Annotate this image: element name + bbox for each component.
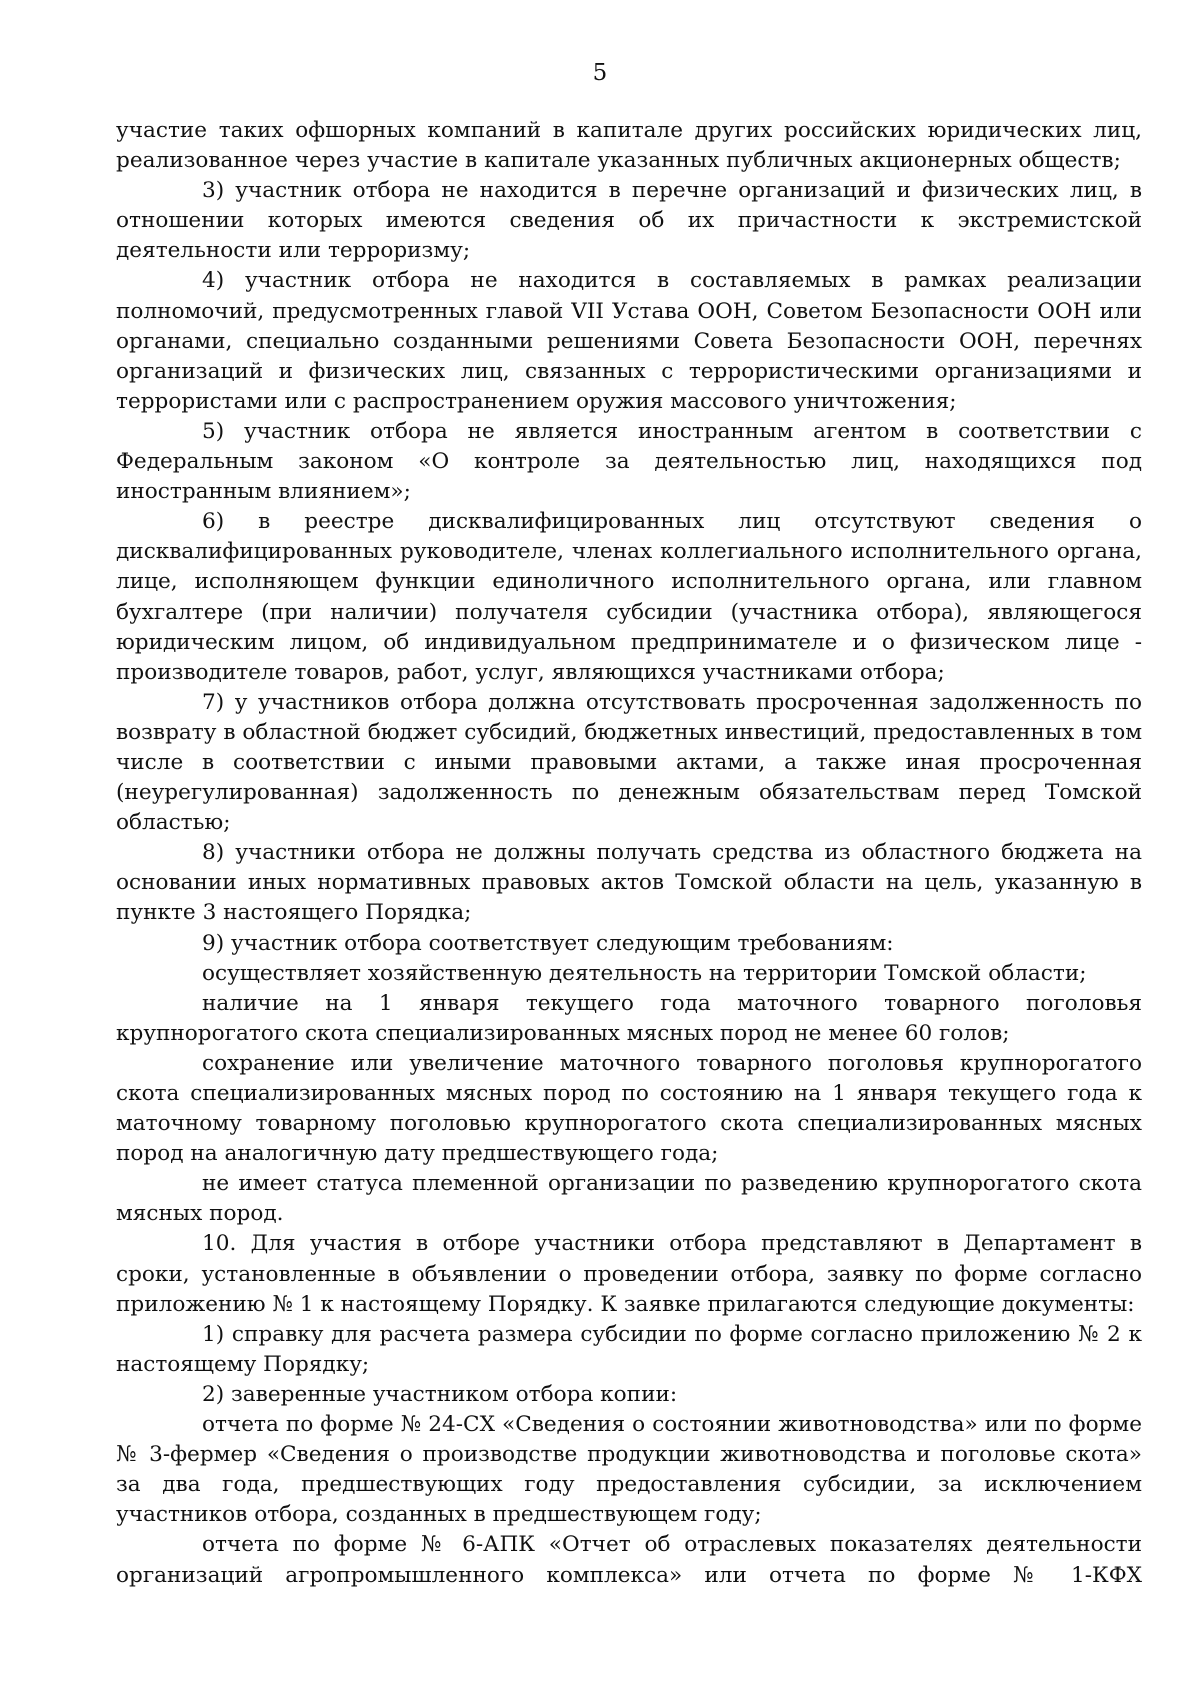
paragraph-requirement-livestock-count: наличие на 1 января текущего года маточного товарного поголовья крупнорогатого скота специализированных мясных пород не менее 60 голов; [116, 990, 1142, 1046]
paragraph-item-9: 9) участник отбора соответствует следующим требованиям: [202, 930, 894, 956]
paragraph-offshore-participation: участие таких офшорных компаний в капитале других российских юридических лиц, реализованное через участие в капитале указанных публичных акционерных обществ; [116, 118, 1142, 174]
paragraph-requirement-livestock-preservation: сохранение или увеличение маточного товарного поголовья крупнорогатого скота специализированных мясных пород по состоянию на 1 января текущего года к маточному товарному поголовью крупнорогатого скота специализированных мясных пород на аналогичную дату предшествующего года; [116, 1050, 1142, 1167]
page-number: 5 [592, 60, 608, 86]
paragraph-item-5: 5) участник отбора не является иностранным агентом в соответствии с Федеральным законом «О контроле за деятельностью лиц, находящихся под иностранным влиянием»; [116, 418, 1142, 505]
paragraph-clause-10: 10. Для участия в отборе участники отбора представляют в Департамент в сроки, установленные в объявлении о проведении отбора, заявку по форме согласно приложению № 1 к настоящему Порядку. К заявке прилагаются следующие документы: [116, 1231, 1142, 1317]
paragraph-report-6-apk: отчета по форме № 6-АПК «Отчет об отраслевых показателях деятельности организаций агропромышленного комплекса» или отчета по форме № 1-КФХ [116, 1532, 1142, 1588]
paragraph-item-4: 4) участник отбора не находится в составляемых в рамках реализации полномочий, предусмотренных главой VII Устава ООН, Советом Безопасности ООН или органами, специально созданными решениями Совета Безопасности ООН, перечнях организаций и физических лиц, связанных с террористическими организациями и террористами или с распространением оружия массового уничтожения; [116, 268, 1142, 414]
paragraph-requirement-territory: осуществляет хозяйственную деятельность на территории Томской области; [202, 960, 1087, 986]
paragraph-item-7: 7) у участников отбора должна отсутствовать просроченная задолженность по возврату в областной бюджет субсидий, бюджетных инвестиций, предоставленных в том числе в соответствии с иными правовыми актами, а также иная просроченная (неурегулированная) задолженность по денежным обязательствам перед Томской областью; [116, 689, 1142, 836]
document-body [116, 116, 1142, 1591]
paragraph-item-8: 8) участники отбора не должны получать средства из областного бюджета на основании иных нормативных правовых актов Томской области на цель, указанную в пункте 3 настоящего Порядка; [116, 840, 1142, 926]
paragraph-document-1: 1) справку для расчета размера субсидии по форме согласно приложению № 2 к настоящему Порядку; [116, 1321, 1142, 1377]
paragraph-item-3: 3) участник отбора не находится в перечне организаций и физических лиц, в отношении которых имеются сведения об их причастности к экстремистской деятельности или терроризму; [116, 178, 1142, 264]
paragraph-requirement-no-breeding-status: не имеет статуса племенной организации по разведению крупнорогатого скота мясных пород. [116, 1171, 1142, 1227]
paragraph-report-24-sx: отчета по форме № 24-СХ «Сведения о состоянии животноводства» или по форме № 3-фермер «Сведения о производстве продукции животноводства и поголовье скота» за два года, предшествующих году предоставления субсидии, за исключением участников отбора, созданных в предшествующем году; [116, 1412, 1142, 1528]
paragraph-item-6: 6) в реестре дисквалифицированных лиц отсутствуют сведения о дисквалифицированных руководителе, членах коллегиального исполнительного органа, лице, исполняющем функции единоличного исполнительного органа, или главном бухгалтере (при наличии) получателя субсидии (участника отбора), являющегося юридическим лицом, об индивидуальном предпринимателе и о физическом лице - производителе товаров, работ, услуг, являющихся участниками отбора; [116, 509, 1142, 685]
paragraph-document-2: 2) заверенные участником отбора копии: [202, 1381, 678, 1407]
